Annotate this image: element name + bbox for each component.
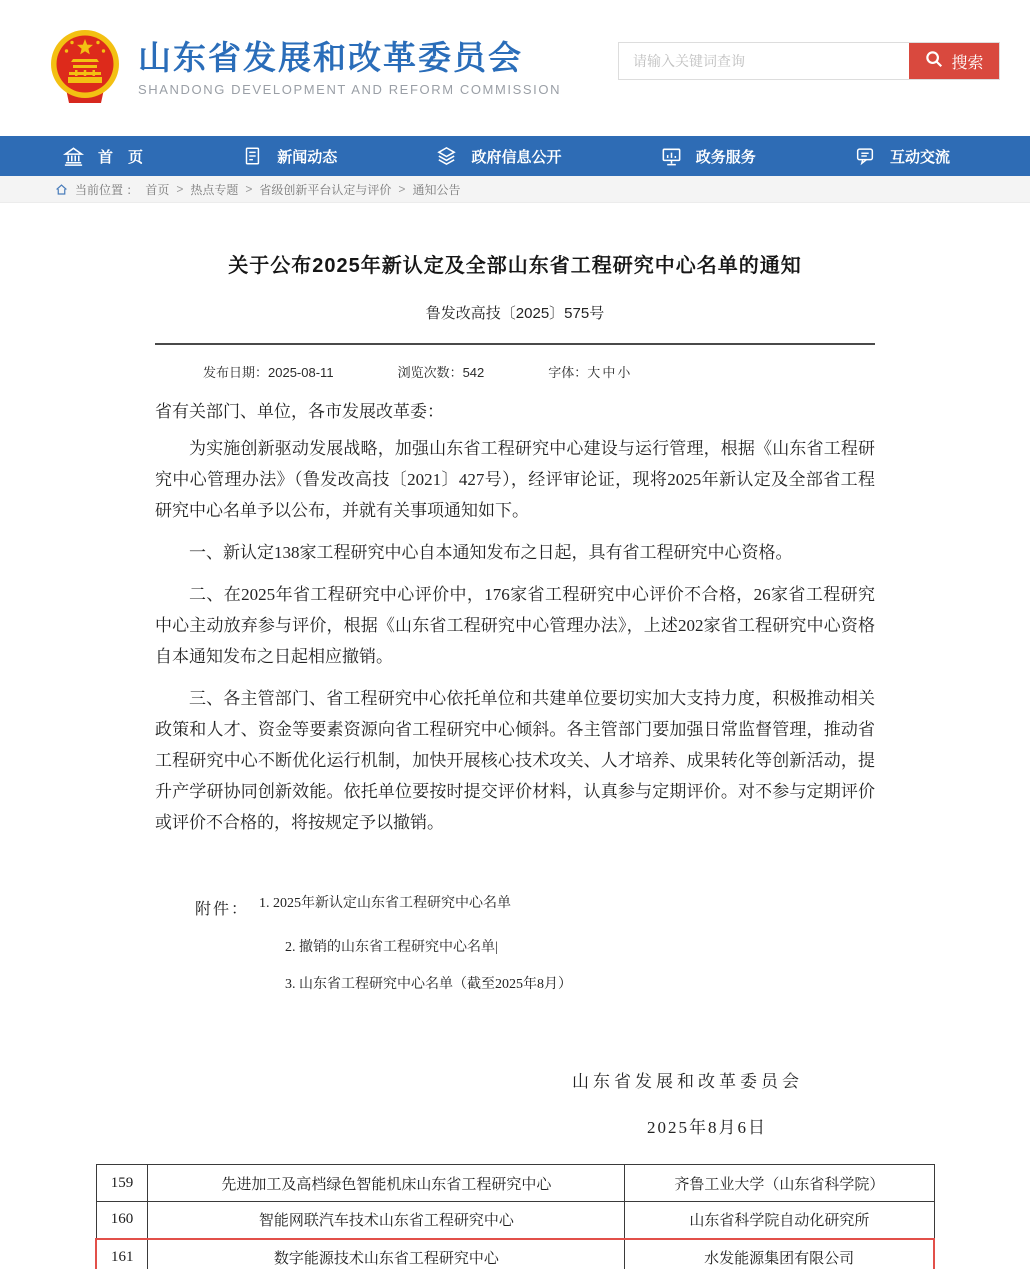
- font-size-control: [548, 362, 632, 381]
- breadcrumb-topics[interactable]: 热点专题: [190, 182, 239, 197]
- center-name-cell: 智能网联汽车技术山东省工程研究中心: [148, 1202, 625, 1239]
- view-count-value: 542: [462, 365, 485, 380]
- title-divider: [155, 343, 875, 345]
- table-row: [96, 1202, 934, 1239]
- view-count: [398, 362, 485, 381]
- font-size-small[interactable]: 小: [617, 365, 631, 380]
- org-name-cell: 山东省科学院自动化研究所: [625, 1202, 934, 1239]
- signature-date: 2025年8月6日: [647, 1118, 767, 1137]
- notice-document: [155, 249, 875, 1138]
- row-number-cell: 161: [96, 1239, 148, 1269]
- breadcrumb-home[interactable]: 首页: [145, 182, 170, 197]
- publish-date: [203, 362, 334, 381]
- paragraph-item-3: 三、各主管部门、省工程研究中心依托单位和共建单位要切实加大支持力度，积极推动相关政策和人才、资金等要素资源向省工程研究中心倾斜。各主管部门要加强日常监督管理，推动省工程研究中心不断优化运行机制，加快开展核心技术攻关、人才培养、成果转化等创新活动，提升产学研协同创新效能。依托单位要按时提交评价材料，认真参与定期评价。对不参与定期评价或评价不合格的，将按规定予以撤销。: [155, 689, 875, 832]
- document-meta: [155, 362, 875, 381]
- search-input[interactable]: [619, 43, 909, 79]
- org-name-cell: 水发能源集团有限公司: [625, 1239, 934, 1269]
- publish-date-value: 2025-08-11: [268, 365, 334, 380]
- nav-item-label: 政府信息公开: [471, 148, 562, 166]
- search-button-label: 搜索: [951, 54, 984, 72]
- attachment-link-1[interactable]: 1. 2025年新认定山东省工程研究中心名单: [259, 896, 512, 911]
- org-name-cell: 齐鲁工业大学（山东省科学院）: [625, 1165, 934, 1202]
- nav-item-label: 政务服务: [695, 148, 756, 166]
- nav-item-gov-services[interactable]: [660, 111, 756, 202]
- attachment-link-3[interactable]: 3. 山东省工程研究中心名单（截至2025年8月）: [285, 977, 572, 992]
- view-count-label: 浏览次数：: [397, 365, 463, 380]
- center-name-cell: 先进加工及高档绿色智能机床山东省工程研究中心: [148, 1165, 625, 1202]
- signature-block: [155, 1067, 875, 1138]
- breadcrumb-separator: >: [245, 182, 253, 196]
- home-icon: [55, 183, 68, 196]
- nav-item-interaction[interactable]: [854, 111, 950, 201]
- monitor-icon: [660, 111, 685, 202]
- site-brand[interactable]: [48, 25, 561, 112]
- site-title: 山东省发展和改革委员会: [138, 39, 523, 77]
- center-list-table: [95, 1164, 935, 1269]
- site-subtitle: SHANDONG DEVELOPMENT AND REFORM COMMISSION: [138, 81, 562, 97]
- search-button[interactable]: [909, 43, 999, 79]
- nav-item-label: 新闻动态: [277, 148, 338, 166]
- page-title: 关于公布2025年新认定及全部山东省工程研究中心名单的通知: [228, 255, 802, 277]
- search-icon: [924, 49, 944, 74]
- site-search: [618, 42, 1000, 80]
- nav-item-label: 首 页: [98, 148, 144, 166]
- breadcrumb-separator: >: [176, 182, 184, 196]
- font-size-label: 字体：: [548, 365, 588, 380]
- breadcrumb-separator: >: [398, 182, 406, 196]
- document-number: 鲁发改高技〔2025〕575号: [425, 305, 605, 322]
- attachments-block: [155, 896, 875, 993]
- font-size-medium[interactable]: 中: [602, 365, 616, 380]
- table-row-highlighted: [96, 1239, 934, 1269]
- main-nav: [0, 136, 1030, 176]
- site-title-block: [138, 39, 561, 97]
- salutation: 省有关部门、单位，各市发展改革委：: [155, 402, 444, 421]
- nav-item-label: 互动交流: [889, 148, 950, 166]
- paragraph-intro: 为实施创新驱动发展战略，加强山东省工程研究中心建设与运行管理，根据《山东省工程研究中心管理办法》（鲁发改高技〔2021〕427号），经评审论证，现将2025年新认定及全部省工程研究中心名单予以公布，并就有关事项通知如下。: [155, 439, 875, 520]
- center-name-cell: 数字能源技术山东省工程研究中心: [148, 1239, 625, 1269]
- table-row: [96, 1165, 934, 1202]
- paragraph-item-1: 一、新认定138家工程研究中心自本通知发布之日起，具有省工程研究中心资格。: [189, 543, 793, 562]
- chat-icon: [854, 111, 879, 201]
- breadcrumb-prefix: 当前位置 ：: [75, 182, 139, 197]
- row-number-cell: 159: [96, 1165, 148, 1202]
- signature-org: 山东省发展和改革委员会: [572, 1072, 803, 1091]
- paragraph-item-2: 二、在2025年省工程研究中心评价中，176家省工程研究中心评价不合格，26家省工程研究中心主动放弃参与评价，根据《山东省工程研究中心管理办法》，上述202家省工程研究中心资格自本通知发布之日起相应撤销。: [155, 585, 875, 666]
- row-number-cell: 160: [96, 1202, 148, 1239]
- national-emblem-logo: [48, 25, 122, 112]
- breadcrumb-platform[interactable]: 省级创新平台认定与评价: [259, 182, 392, 197]
- font-size-large[interactable]: 大: [587, 365, 601, 380]
- breadcrumb-notices[interactable]: 通知公告: [412, 182, 461, 197]
- publish-date-label: 发布日期：: [203, 365, 269, 380]
- attachment-link-2[interactable]: 2. 撤销的山东省工程研究中心名单|: [285, 940, 498, 955]
- attachments-label: 附件：: [195, 901, 250, 918]
